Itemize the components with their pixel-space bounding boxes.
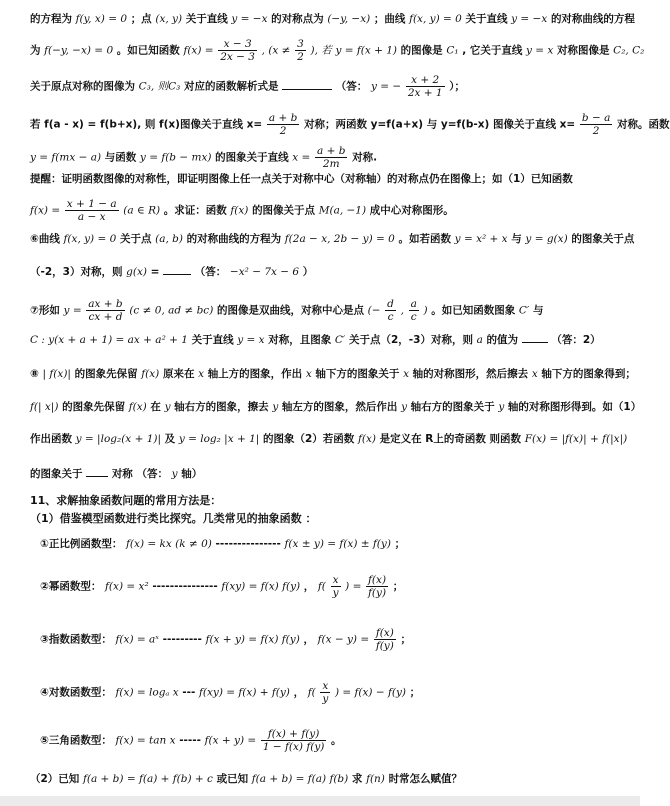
text: ⑧ <box>30 368 39 380</box>
denominator: c <box>387 311 394 323</box>
answer-blank <box>282 89 332 90</box>
text: 关于直线 <box>465 13 508 25</box>
text: ⑦形如 <box>30 304 60 317</box>
text: 11、求解抽象函数问题的常用方法是： <box>30 494 222 507</box>
formula: y = x <box>526 44 554 57</box>
text: 的图像是 <box>400 44 443 57</box>
line-8 <box>30 232 635 246</box>
formula: y = − <box>370 80 402 93</box>
fraction <box>406 74 445 99</box>
text: 求 <box>351 773 363 785</box>
formula: f(a + b) = f(a) + f(b) + c <box>82 773 213 785</box>
formula: x <box>403 368 409 380</box>
denominator: f(y) <box>368 587 387 599</box>
text: 轴的对称图形得到。如（1） <box>507 401 642 413</box>
formula: y = x <box>237 334 265 346</box>
formula: f(x) = logₐ x <box>115 686 179 699</box>
formula: (a, b) <box>155 233 183 245</box>
line-6 <box>30 172 630 186</box>
text: （答：2） <box>551 334 601 346</box>
text: 为 <box>30 44 41 57</box>
text: 时常怎么赋值？ <box>388 773 463 785</box>
fraction <box>385 298 396 323</box>
text: ④对数函数型： <box>40 686 112 699</box>
denominator: 2 <box>297 51 304 63</box>
formula: | f(x)| <box>42 368 71 380</box>
fraction <box>320 680 330 705</box>
text: 的对称点为 <box>271 13 324 25</box>
text: 对应的函数解析式是 <box>183 80 279 93</box>
line-5 <box>30 145 630 170</box>
text: 对称。函数 <box>617 118 670 131</box>
text: 的图象关于 <box>30 468 83 480</box>
text: 是定义在 R上的奇函数 则函数 <box>379 433 522 445</box>
text: 对称；两函数 y=f(a+x) 与 y=f(b-x) 图像关于直线 x= <box>303 118 576 131</box>
formula: C′ <box>518 304 530 317</box>
fraction <box>267 112 299 137</box>
line-23 <box>30 772 630 786</box>
numerator: a <box>410 298 417 310</box>
formula: ) = <box>345 580 362 593</box>
formula: f(x) <box>141 368 160 380</box>
formula: , (x ≠ <box>261 44 291 57</box>
fraction <box>366 574 388 599</box>
text: ， <box>303 633 314 646</box>
section-heading-11 <box>30 494 630 508</box>
fraction <box>580 112 612 137</box>
numerator: 3 <box>297 38 304 50</box>
text: 关于原点对称的图像为 <box>30 80 135 93</box>
denominator: 2 <box>279 125 287 137</box>
formula: y = f(b − mx) <box>139 151 212 164</box>
formula: −x² − 7x − 6 <box>229 266 300 278</box>
formula: y = f(x + 1) <box>335 44 397 57</box>
formula: f(2a − x, 2b − y) = 0 <box>284 233 395 245</box>
fraction <box>65 198 119 223</box>
formula: f(x) <box>230 204 249 217</box>
text: 的图像是双曲线，对称中心是点 <box>216 304 364 317</box>
line-2 <box>30 38 645 63</box>
text: （1）借鉴模型函数进行类比探究。几类常见的抽象函数 ： <box>30 512 317 525</box>
formula: ) = f(x) − f(y) <box>334 686 407 699</box>
formula: C₃, 则C₃ <box>138 80 181 93</box>
denominator: y <box>322 693 329 705</box>
text: 对称，且图象 <box>268 334 332 346</box>
formula: f( <box>307 686 316 699</box>
formula: y <box>401 401 407 413</box>
text: （2）已知 <box>30 773 80 785</box>
text: 关于直线 <box>185 13 228 25</box>
text: 的对称曲线的方程为 <box>186 233 282 245</box>
line-20 <box>40 627 630 652</box>
numerator: d <box>387 298 394 310</box>
text: 轴右方的图象，擦去 <box>174 401 269 413</box>
text: 若 f(a - x) = f(b+x), 则 f(x)图像关于直线 x= <box>30 118 263 131</box>
formula: a <box>476 334 483 346</box>
text: 关于点 <box>119 233 152 245</box>
formula: f(x + y) = <box>204 734 257 747</box>
denominator: a − x <box>77 211 106 223</box>
formula: C′ <box>334 334 346 346</box>
numerator: f(x) <box>368 574 387 586</box>
text: （答： <box>194 266 227 278</box>
text: 及 <box>164 433 176 445</box>
text: ， <box>303 580 315 593</box>
formula: y = g(x) <box>525 233 568 245</box>
answer-blank <box>522 342 548 343</box>
numerator: f(x) + f(y) <box>261 728 327 741</box>
formula: , <box>400 304 404 317</box>
formula: f(x) = <box>183 44 214 57</box>
dash-separator: --- <box>182 686 196 699</box>
formula: M(a, −1) <box>318 204 367 217</box>
formula: f(x) = <box>30 204 61 217</box>
numerator: x − 3 <box>218 38 257 51</box>
formula: y <box>272 401 279 413</box>
formula: y = |log₂(x + 1)| <box>75 433 162 445</box>
text: ） <box>302 266 314 278</box>
formula: f(x) = kx (k ≠ 0) <box>126 538 212 550</box>
formula: f(x) <box>357 433 376 445</box>
formula: f(xy) = f(x) f(y) <box>221 580 301 593</box>
text: 的图象关于直线 <box>215 151 289 164</box>
line-22 <box>40 728 630 753</box>
text: 轴的对称图形，然后擦去 <box>412 368 529 380</box>
formula: y <box>164 401 171 413</box>
text: 轴下方的图象得到； <box>541 368 636 380</box>
line-21 <box>40 680 630 705</box>
denominator: f(y) <box>375 640 394 652</box>
denominator: 1 − f(x) f(y) <box>262 741 325 753</box>
formula: y = −x <box>511 13 548 25</box>
text: 轴左方的图象，然后作出 <box>281 401 398 413</box>
formula: y = <box>63 304 82 317</box>
dash-separator: ----- <box>179 734 201 747</box>
text: 对称图像是 <box>557 44 610 57</box>
formula: (c ≠ 0, ad ≠ bc) <box>129 304 214 317</box>
formula: f(a + b) = f(a) f(b) <box>251 773 349 785</box>
text: 与 <box>532 304 544 317</box>
text: 轴上方的图象，作出 <box>207 368 303 380</box>
formula: f(n) <box>366 773 385 785</box>
formula: y = x² + x <box>454 233 508 245</box>
numerator: b − a <box>581 112 611 124</box>
dash-separator: --------------- <box>152 580 218 593</box>
text: （答： <box>335 80 368 93</box>
formula: f(x) = aˣ <box>115 633 160 646</box>
formula: f( <box>317 580 326 593</box>
formula: ) <box>423 304 428 317</box>
formula: y = log₂ |x + 1| <box>178 433 260 445</box>
denominator: c <box>410 311 417 323</box>
text: 成中心对称图形。 <box>369 204 454 217</box>
numerator: x <box>331 574 341 587</box>
formula: x <box>531 368 538 380</box>
text: 的图象（2）若函数 <box>263 433 355 445</box>
formula: g(x) <box>126 266 147 278</box>
text: = <box>150 266 160 278</box>
formula: f(x, y) = 0 <box>409 13 462 25</box>
line-19 <box>40 574 630 599</box>
text: 的方程为 <box>30 13 72 25</box>
formula: C : y(x + a + 1) = ax + a² + 1 <box>30 334 188 346</box>
page-bottom-edge <box>0 796 640 806</box>
line-13 <box>30 400 642 414</box>
formula: f(x + y) = f(x) f(y) <box>205 633 300 646</box>
dash-separator: --------- <box>162 633 202 646</box>
formula: y = f(mx − a) <box>30 151 102 164</box>
denominator: y <box>332 587 339 599</box>
fraction <box>86 298 124 323</box>
text: 在 <box>150 401 161 413</box>
denominator: 2 <box>592 125 600 137</box>
fraction <box>261 728 327 753</box>
formula: (x, y) <box>155 13 183 25</box>
formula: (− <box>367 304 381 317</box>
text: ； <box>409 686 421 699</box>
text: 关于点（2，-3）对称，则 <box>348 334 473 346</box>
text: 提醒：证明函数图像的对称性，即证明图像上任一点关于对称中心（对称轴）的对称点仍在图像上；如（1）已知函数 <box>30 173 573 185</box>
text: （-2，3）对称，则 <box>30 266 123 278</box>
text: ⑥曲线 <box>30 233 60 245</box>
formula: y = −x <box>231 13 268 25</box>
formula: (a ∈ R) <box>123 204 161 217</box>
text: 。如已知函数 <box>116 44 180 57</box>
formula: C₂, C₂ <box>613 44 645 57</box>
text: 。 <box>331 734 342 747</box>
numerator: a + b <box>268 112 298 124</box>
formula: ), 若 <box>310 44 332 57</box>
text: 原来在 <box>162 368 195 380</box>
text: 对称 （答： <box>111 468 168 480</box>
line-14 <box>30 432 630 446</box>
subheading-1 <box>30 512 630 526</box>
formula: f(x − y) = <box>317 633 370 646</box>
text: 的图象先保留 <box>62 401 126 413</box>
text: 轴下方的图象关于 <box>315 368 400 380</box>
text: 的值为 <box>486 334 519 346</box>
formula: y <box>171 468 178 480</box>
line-18 <box>40 537 630 551</box>
text: ①正比例函数型： <box>40 538 123 550</box>
formula: (−y, −x) <box>327 13 371 25</box>
formula: x = <box>292 151 311 164</box>
text: ； <box>400 633 411 646</box>
formula: f(x) <box>128 401 147 413</box>
line-15 <box>30 467 630 481</box>
formula: f(x, y) = 0 <box>63 233 117 245</box>
numerator: x + 2 <box>406 74 445 87</box>
fraction <box>295 38 306 63</box>
dash-separator: --------------- <box>215 538 281 550</box>
line-9 <box>30 265 630 279</box>
numerator: ax + b <box>88 298 123 310</box>
text: 关于直线 <box>191 334 234 346</box>
formula: F(x) = |f(x)| + f(|x|) <box>524 433 628 445</box>
text: 轴右方的图象关于 <box>410 401 495 413</box>
line-10 <box>30 298 630 323</box>
text: 与 <box>511 233 522 245</box>
numerator: f(x) <box>375 627 394 639</box>
fraction <box>374 627 396 652</box>
text: 的图像关于点 <box>252 204 316 217</box>
text: 或已知 <box>216 773 249 785</box>
formula: f(−y, −x) = 0 <box>44 44 114 57</box>
text: 的图象关于点 <box>571 233 635 245</box>
formula: y <box>498 401 505 413</box>
line-3 <box>30 74 630 99</box>
line-11 <box>30 333 630 347</box>
text: ；曲线 <box>373 13 406 25</box>
formula: f(xy) = f(x) + f(y) <box>199 686 290 699</box>
line-4 <box>30 112 670 137</box>
text: ， <box>293 686 305 699</box>
text: 与函数 <box>104 151 137 164</box>
denominator: cx + d <box>88 311 123 323</box>
text: 轴） <box>181 468 203 480</box>
denominator: 2x + 1 <box>407 87 443 99</box>
answer-blank <box>86 476 108 477</box>
fraction <box>409 298 419 323</box>
text: 的图象先保留 <box>74 368 138 380</box>
formula: C₁ <box>446 44 459 57</box>
text: ； <box>392 580 404 593</box>
text: ⑤三角函数型： <box>40 734 112 747</box>
text: ）； <box>449 80 465 93</box>
formula: f(| x|) <box>30 401 59 413</box>
text: , 它关于直线 <box>462 44 523 57</box>
text: 。求证：函数 <box>163 204 227 217</box>
line-1 <box>30 12 635 26</box>
text: ； <box>394 538 406 550</box>
denominator: 2x − 3 <box>220 51 255 63</box>
line-12 <box>30 367 636 381</box>
text: 的对称曲线的方程 <box>550 13 635 25</box>
text: 作出函数 <box>30 433 72 445</box>
fraction <box>315 145 347 170</box>
answer-blank <box>163 274 191 275</box>
text: 。如若函数 <box>398 233 452 245</box>
text: ②幂函数型： <box>40 580 102 593</box>
fraction <box>218 38 257 63</box>
text: ；点 <box>130 13 152 25</box>
formula: x <box>305 368 312 380</box>
formula: f(x ± y) = f(x) ± f(y) <box>284 538 391 550</box>
text: 。如已知函数图象 <box>431 304 516 317</box>
formula: x <box>198 368 205 380</box>
formula: f(y, x) = 0 <box>75 13 128 25</box>
numerator: x <box>320 680 330 693</box>
fraction <box>331 574 341 599</box>
denominator: 2m <box>322 158 340 170</box>
formula: f(x) = tan x <box>115 734 176 747</box>
line-7 <box>30 198 630 223</box>
formula: f(x) = x² <box>105 580 149 593</box>
numerator: x + 1 − a <box>66 198 117 210</box>
text: 对称. <box>352 151 378 164</box>
numerator: a + b <box>317 145 346 157</box>
text: ③指数函数型： <box>40 633 112 646</box>
